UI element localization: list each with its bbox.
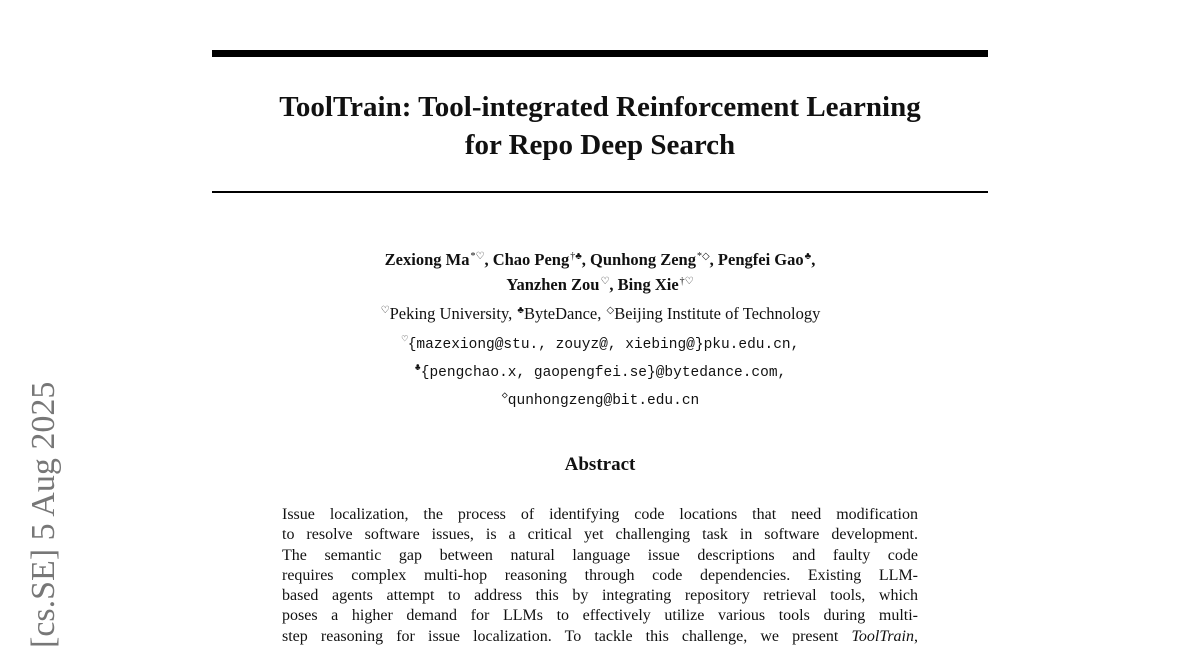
author: Chao Peng†♣, [492,250,586,269]
email-address: {pengchao.x, gaopengfei.se} [420,365,656,381]
title-line-1: ToolTrain: Tool-integrated Reinforcement Learning [279,91,921,123]
email-domain: @bytedance.com, [655,365,787,381]
email-address: {mazexiong@stu., zouyz@, xiebing@} [407,337,704,353]
abstract-line: The semantic gap between natural language issue descriptions and faulty code [282,546,918,564]
affiliation: ♡Peking University, [380,304,513,323]
abstract-line: to resolve software issues, is a critical yet challenging task in software development. [282,526,918,544]
email-block [212,329,988,413]
author-line-2 [212,271,988,296]
email-line: ♣{pengchao.x, gaopengfei.se}@bytedance.com, [414,363,787,381]
author: Yanzhen Zou♡, [506,275,614,294]
title-line-2: for Repo Deep Search [464,129,736,161]
paper-title [212,88,988,164]
abstract-body [282,505,918,647]
email-address: qunhongzeng@bit.edu.cn [507,393,700,409]
abstract-line: step reasoning for issue localization. To tackle this challenge, we present ToolTrain, [282,627,918,645]
email-line: ◇qunhongzeng@bit.edu.cn [501,391,700,409]
title-rule [212,191,988,193]
author: Qunhong Zeng*◇, [590,250,714,269]
arxiv-side-stamp: [cs.SE] 5 Aug 2025 [25,381,62,648]
author-marks: *♡ [470,251,485,262]
affiliation: ◇Beijing Institute of Technology [606,304,821,323]
author-marks: *◇ [696,251,710,262]
author-list [212,246,988,296]
affiliation: ♣ByteDance, [517,304,602,323]
author: Zexiong Ma*♡, [384,250,489,269]
method-name: ToolTrain [851,627,914,645]
abstract-line: poses a higher demand for LLMs to effectively utilize various tools during multi- [282,607,918,625]
email-line: ♡{mazexiong@stu., zouyz@, xiebing@}pku.edu.cn, [401,335,800,353]
author-marks: ♣ [804,251,812,262]
abstract-line: Issue localization, the process of identifying code locations that need modification [282,506,918,523]
author: Bing Xie†♡ [617,275,694,294]
author-line-1 [212,246,988,271]
author-marks: †♣ [570,251,582,262]
author-marks: ♡ [600,276,610,287]
top-rule [212,50,988,57]
abstract-line: requires complex multi-hop reasoning through code dependencies. Existing LLM- [282,566,918,584]
email-domain: pku.edu.cn, [703,337,800,353]
affiliations [212,300,988,325]
author: Pengfei Gao♣, [717,250,816,269]
author-marks: †♡ [679,276,694,287]
abstract-line: based agents attempt to address this by integrating repository retrieval tools, which [282,587,918,605]
abstract-heading: Abstract [564,454,636,475]
